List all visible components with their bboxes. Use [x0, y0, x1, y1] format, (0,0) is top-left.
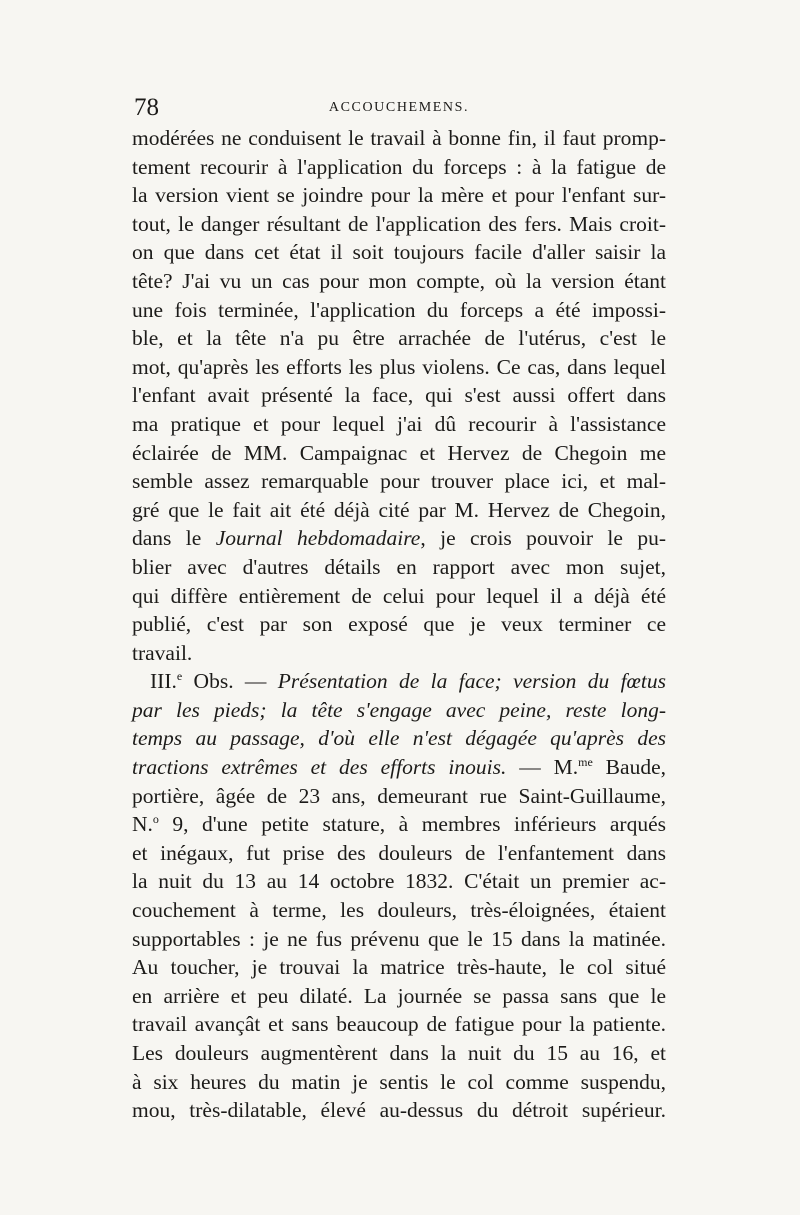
superscript: me [578, 754, 593, 769]
text-line: qui diffère entièrement de celui pour lequel il a déjà été [132, 583, 666, 608]
text-line: publié, c'est par son exposé que je veux terminer ce [132, 612, 666, 637]
superscript: o [152, 812, 159, 827]
text-segment: 9, d'une petite stature, à membres inférieurs arqués [158, 812, 666, 837]
text-line: ma pratique et pour lequel j'ai dû recourir à l'assistance [132, 411, 666, 436]
observation-heading [132, 667, 666, 696]
text-line [132, 524, 666, 553]
text-line: Au toucher, je trouvai la matrice très-haute, le col situé [132, 955, 666, 980]
text-line: une fois terminée, l'application du forceps a été impossi- [132, 297, 666, 322]
text-line: blier avec d'autres détails en rapport avec mon sujet, [132, 554, 666, 579]
page-header [132, 94, 666, 124]
page-number: 78 [134, 94, 159, 121]
text-line: tout, le danger résultant de l'application des fers. Mais croit- [132, 211, 666, 236]
text-segment: III. [150, 669, 177, 694]
text-segment: tractions extrêmes et des efforts inouis. [132, 755, 507, 780]
text-line: tement recourir à l'application du forceps : à la fatigue de [132, 154, 666, 179]
text-line: en arrière et peu dilaté. La journée se passa sans que le [132, 983, 666, 1008]
text-line: mou, très-dilatable, élevé au-dessus du détroit supérieur. [132, 1098, 666, 1123]
text-line: ble, et la tête n'a pu être arrachée de l'utérus, c'est le [132, 326, 666, 351]
text-line: temps au passage, d'où elle n'est dégagée qu'après des [132, 726, 666, 751]
text-line: mot, qu'après les efforts les plus violens. Ce cas, dans lequel [132, 354, 666, 379]
text-line [132, 753, 666, 782]
text-line: Les douleurs augmentèrent dans la nuit du 15 au 16, et [132, 1041, 666, 1065]
text-line: tête? J'ai vu un cas pour mon compte, où la version étant [132, 268, 666, 293]
running-head: ACCOUCHEMENS. [328, 100, 470, 115]
text-line: semble assez remarquable pour trouver place ici, et mal- [132, 469, 666, 494]
text-line: on que dans cet état il soit toujours facile d'aller saisir la [132, 240, 666, 265]
text-segment: , je crois pouvoir le pu- [420, 526, 666, 551]
body-text [132, 124, 666, 1125]
text-line: gré que le fait ait été déjà cité par M. Hervez de Chegoin, [132, 497, 666, 522]
text-line: portière, âgée de 23 ans, demeurant rue Saint-Guillaume, [132, 783, 666, 808]
text-segment: Obs. — [182, 669, 278, 694]
text-line [132, 810, 666, 839]
text-segment: dans le [132, 526, 216, 551]
observation-title: Présentation de la face; version du fœtus [277, 669, 666, 694]
text-line: travail avançât et sans beaucoup de fatigue pour la patiente. [132, 1012, 666, 1037]
text-line: supportables : je ne fus prévenu que le 15 dans la matinée. [132, 926, 666, 951]
text-line: et inégaux, fut prise des douleurs de l'enfantement dans [132, 840, 666, 865]
text-line: à six heures du matin je sentis le col comme suspendu, [132, 1069, 666, 1094]
text-line: travail. [132, 640, 193, 665]
text-line: la nuit du 13 au 14 octobre 1832. C'était un premier ac- [132, 869, 666, 894]
text-line: modérées ne conduisent le travail à bonne fin, il faut promp- [132, 126, 666, 150]
superscript: e [176, 669, 183, 684]
text-line: la version vient se joindre pour la mère et pour l'enfant sur- [132, 183, 666, 208]
text-line: couchement à terme, les douleurs, très-éloignées, étaient [132, 898, 666, 923]
text-line: l'enfant avait présenté la face, qui s'est aussi offert dans [132, 383, 666, 408]
text-segment: — M. [506, 755, 579, 780]
text-segment: N. [132, 812, 153, 837]
text-line: par les pieds; la tête s'engage avec peine, reste long- [132, 697, 666, 722]
journal-title: Journal hebdomadaire [215, 526, 421, 551]
text-segment: Baude, [592, 755, 666, 780]
text-line: éclairée de MM. Campaignac et Hervez de Chegoin me [132, 440, 666, 465]
